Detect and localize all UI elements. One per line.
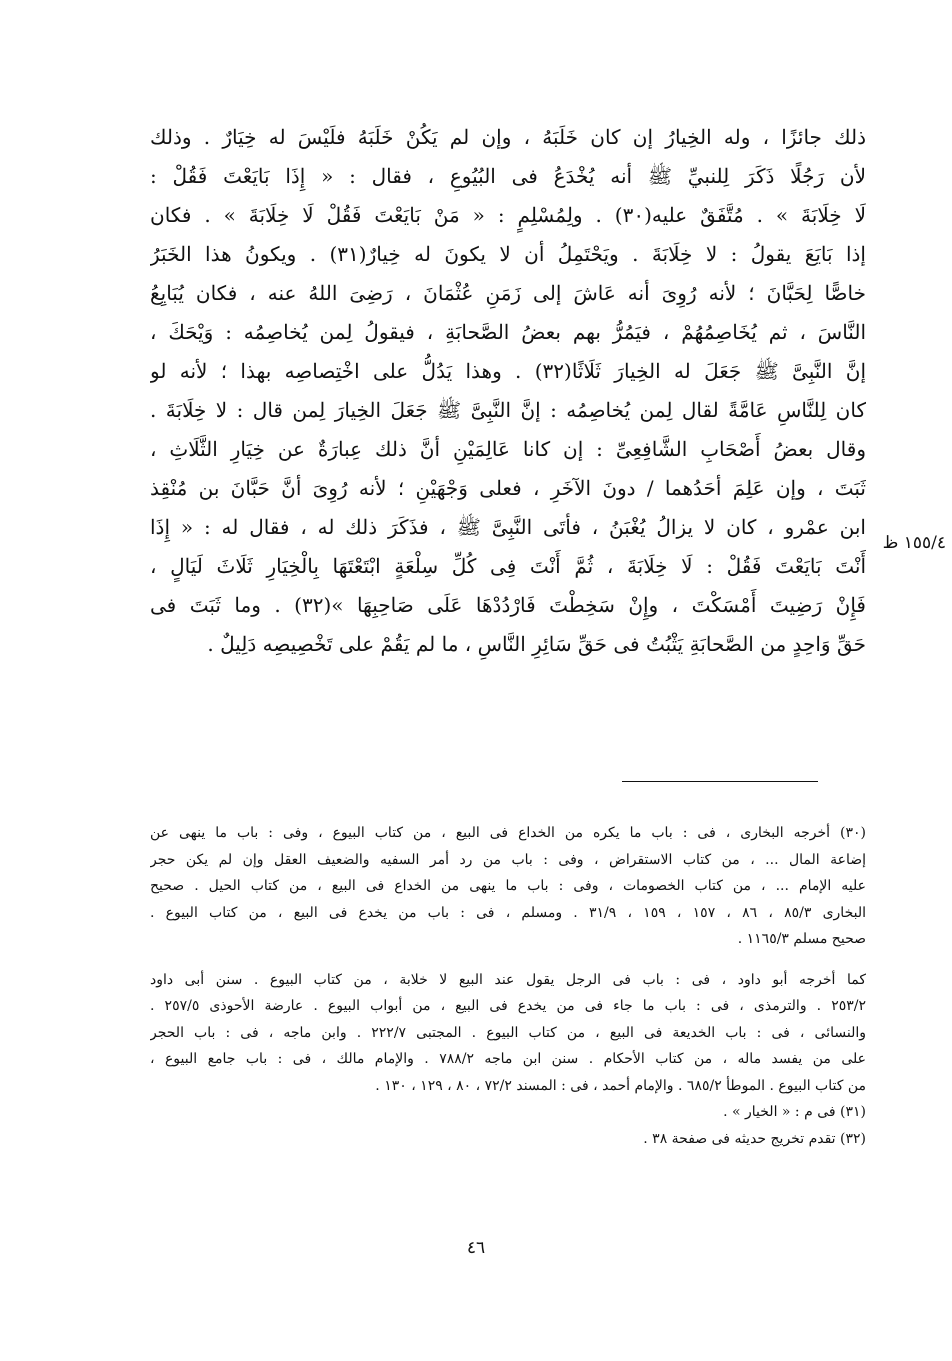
footnote-line: (٣٢) تقدم تخريج حديثه فى صفحة ٣٨ . [643,1130,866,1147]
text-line: ثَبَتَ ، وإن عَلِمَ أحَدُهما / دونَ الآخَرِ ، فعلى وَجْهَيْنِ ؛ لأنه رُوِىَ أنَّ حَبَّانَ بن مُنْقِذ [150,476,866,500]
text-line: ابن عمْرو ، كان لا يزالُ يُغْبَنُ ، فأتَى النَّبِىَّ ﷺ ، فذَكَرَ ذلك له ، فقال له : « إِذَا [150,515,866,539]
text-line: خاصًّا لِحَبَّانَ ؛ لأنه رُوِىَ أنه عَاشَ إلى زَمَنِ عُثْمَانَ ، رَضِىَ اللهُ عنه ، فكان يُبَايِعُ [150,281,866,305]
footnotes-block [150,820,866,1152]
footnote-line: ٢٥٣/٢ . والترمذى ، فى : باب ما جاء فى من يخدع فى البيع ، من أبواب البيوع . عارضة الأحوذى ٢٥٧/٥ . [150,998,866,1014]
main-text-block [150,118,866,664]
footnote-line: على من يفسد ماله ، من كتاب الأحكام . سنن ابن ماجه ٧٨٨/٢ . والإمام مالك ، فى : باب جامع البيوع ، [150,1051,866,1067]
footnote-line: من كتاب البيوع . الموطأ ٦٨٥/٢ . والإمام أحمد ، فى : المسند ٧٢/٢ ، ٨٠ ، ١٢٩ ، ١٣٠ . [375,1077,866,1094]
footnote-gap [150,953,866,967]
page-number: ٤٦ [466,1238,486,1258]
text-line: فَإِنْ رَضِيتَ أَمْسَكْتَ ، وإِنْ سَخِطْتَ فَارْدُدْهَا عَلَى صَاحِبِهَا »(٣٢) . وما ثَبَتَ فى [150,593,866,617]
text-line: أَنْتَ بَايَعْتَ فَقُلْ : لَا خِلَابَةَ ، ثُمَّ أَنْتَ فِى كُلِّ سِلْعَةٍ ابْتَعْتَهَا بِالْخِيَارِ ثَلَاثَ لَيَالٍ ، [150,554,866,578]
footnote-line: والنسائى ، فى : باب الخديعة فى البيع ، من كتاب البيوع . المجتبى ٢٢٢/٧ . وابن ماجه ، فى : باب الحجر [150,1024,866,1041]
text-line: إنَّ النَّبِىَّ ﷺ جَعَلَ له الخِيارَ ثَلَاثًا(٣٢) . وهذا يَدُلُّ على اخْتِصاصِه بهذا ؛ لأنه لو [150,359,866,383]
text-line: ذلك جائزًا ، وله الخِيارُ إن كان خَلَبَهُ ، وإن لم يَكُنْ خَلَبَهُ فلَيْسَ له خِيَارٌ . وذلك [150,125,866,149]
footnote-line: صحيح مسلم ١١٦٥/٣ . [737,931,866,947]
footnote-line: عليه الإمام ... ، من كتاب الخصومات ، وفى : باب ما ينهى من الخداع فى البيع ، من كتاب الحيل . صحيح [150,878,866,894]
text-line: لأن رَجُلًا ذَكَرَ لِلنبيِّ ﷺ أنه يُخْدَعُ فى البُيُوعِ ، فقال : « إِذَا بَايَعْتَ فَقُلْ : [150,164,866,188]
footnote-separator [622,781,818,782]
margin-reference: ١٥٥/٤ ظ [882,533,946,553]
footnote-line: البخارى ٨٥/٣ ، ٨٦ ، ١٥٧ ، ١٥٩ ، ٣١/٩ . ومسلم ، فى : باب من يخدع فى البيع ، من كتاب البيوع . [150,904,866,921]
footnote-line: (٣١) فى م : « الخيار » . [723,1104,866,1120]
text-line: وقال بعضُ أَصْحَابِ الشَّافِعِىِّ : إن كانا عَالِمَيْنِ أنَّ ذلك عِبارَةٌ عن خِيَارِ الثَّلَاثِ ، [150,437,866,461]
text-line: النَّاسَ ، ثم يُخَاصِمُهُمْ ، فيَمُرُّ بهم بعضُ الصَّحابَةِ ، فيقولُ لِمن يُخاصِمُه : وَيْحَكَ ، [150,320,866,344]
text-line: لَا خِلَابَةَ » . مُتَّفَقٌ عليه(٣٠) . ولِمُسْلِمٍ : « مَنْ بَايَعْتَ فَقُلْ لَا خِلَابَةَ » . فكان [150,203,866,227]
text-line: حَقِّ وَاحِدٍ من الصَّحابَةِ يَثْبُتُ فى حَقِّ سَائِرِ النَّاسِ ، ما لم يَقُمْ على تَخْصِيصِه دَلِيلٌ . [207,632,866,656]
footnote-line: كما أخرجه أبو داود ، فى : باب فى الرجل يقول عند البيع لا خلابة ، من كتاب البيوع . سنن أبى داود [150,971,866,988]
text-line: كان لِلنَّاسِ عَامَّةً لقال لِمن يُخاصِمُه : إنَّ النَّبِىَّ ﷺ جَعَلَ الخِيارَ لِمن قال : لا خِلَابَةَ . [150,398,866,422]
footnote-line: (٣٠) أخرجه البخارى ، فى : باب ما يكره من الخداع فى البيع ، من كتاب البيوع ، وفى : باب ما ينهى عن [150,825,866,841]
text-line: إذا بَايَعَ يقولُ : لا خِلَابَةَ . ويَحْتَمِلُ أن لا يكونَ له خِيارٌ(٣١) . ويكونُ هذا الخَبَرُ [150,242,866,266]
footnote-line: إضاعة المال ... ، من كتاب الاستقراض ، وفى : باب من رد أمر السفيه والضعيف العقل وإن لم يكن حجر [150,851,866,868]
